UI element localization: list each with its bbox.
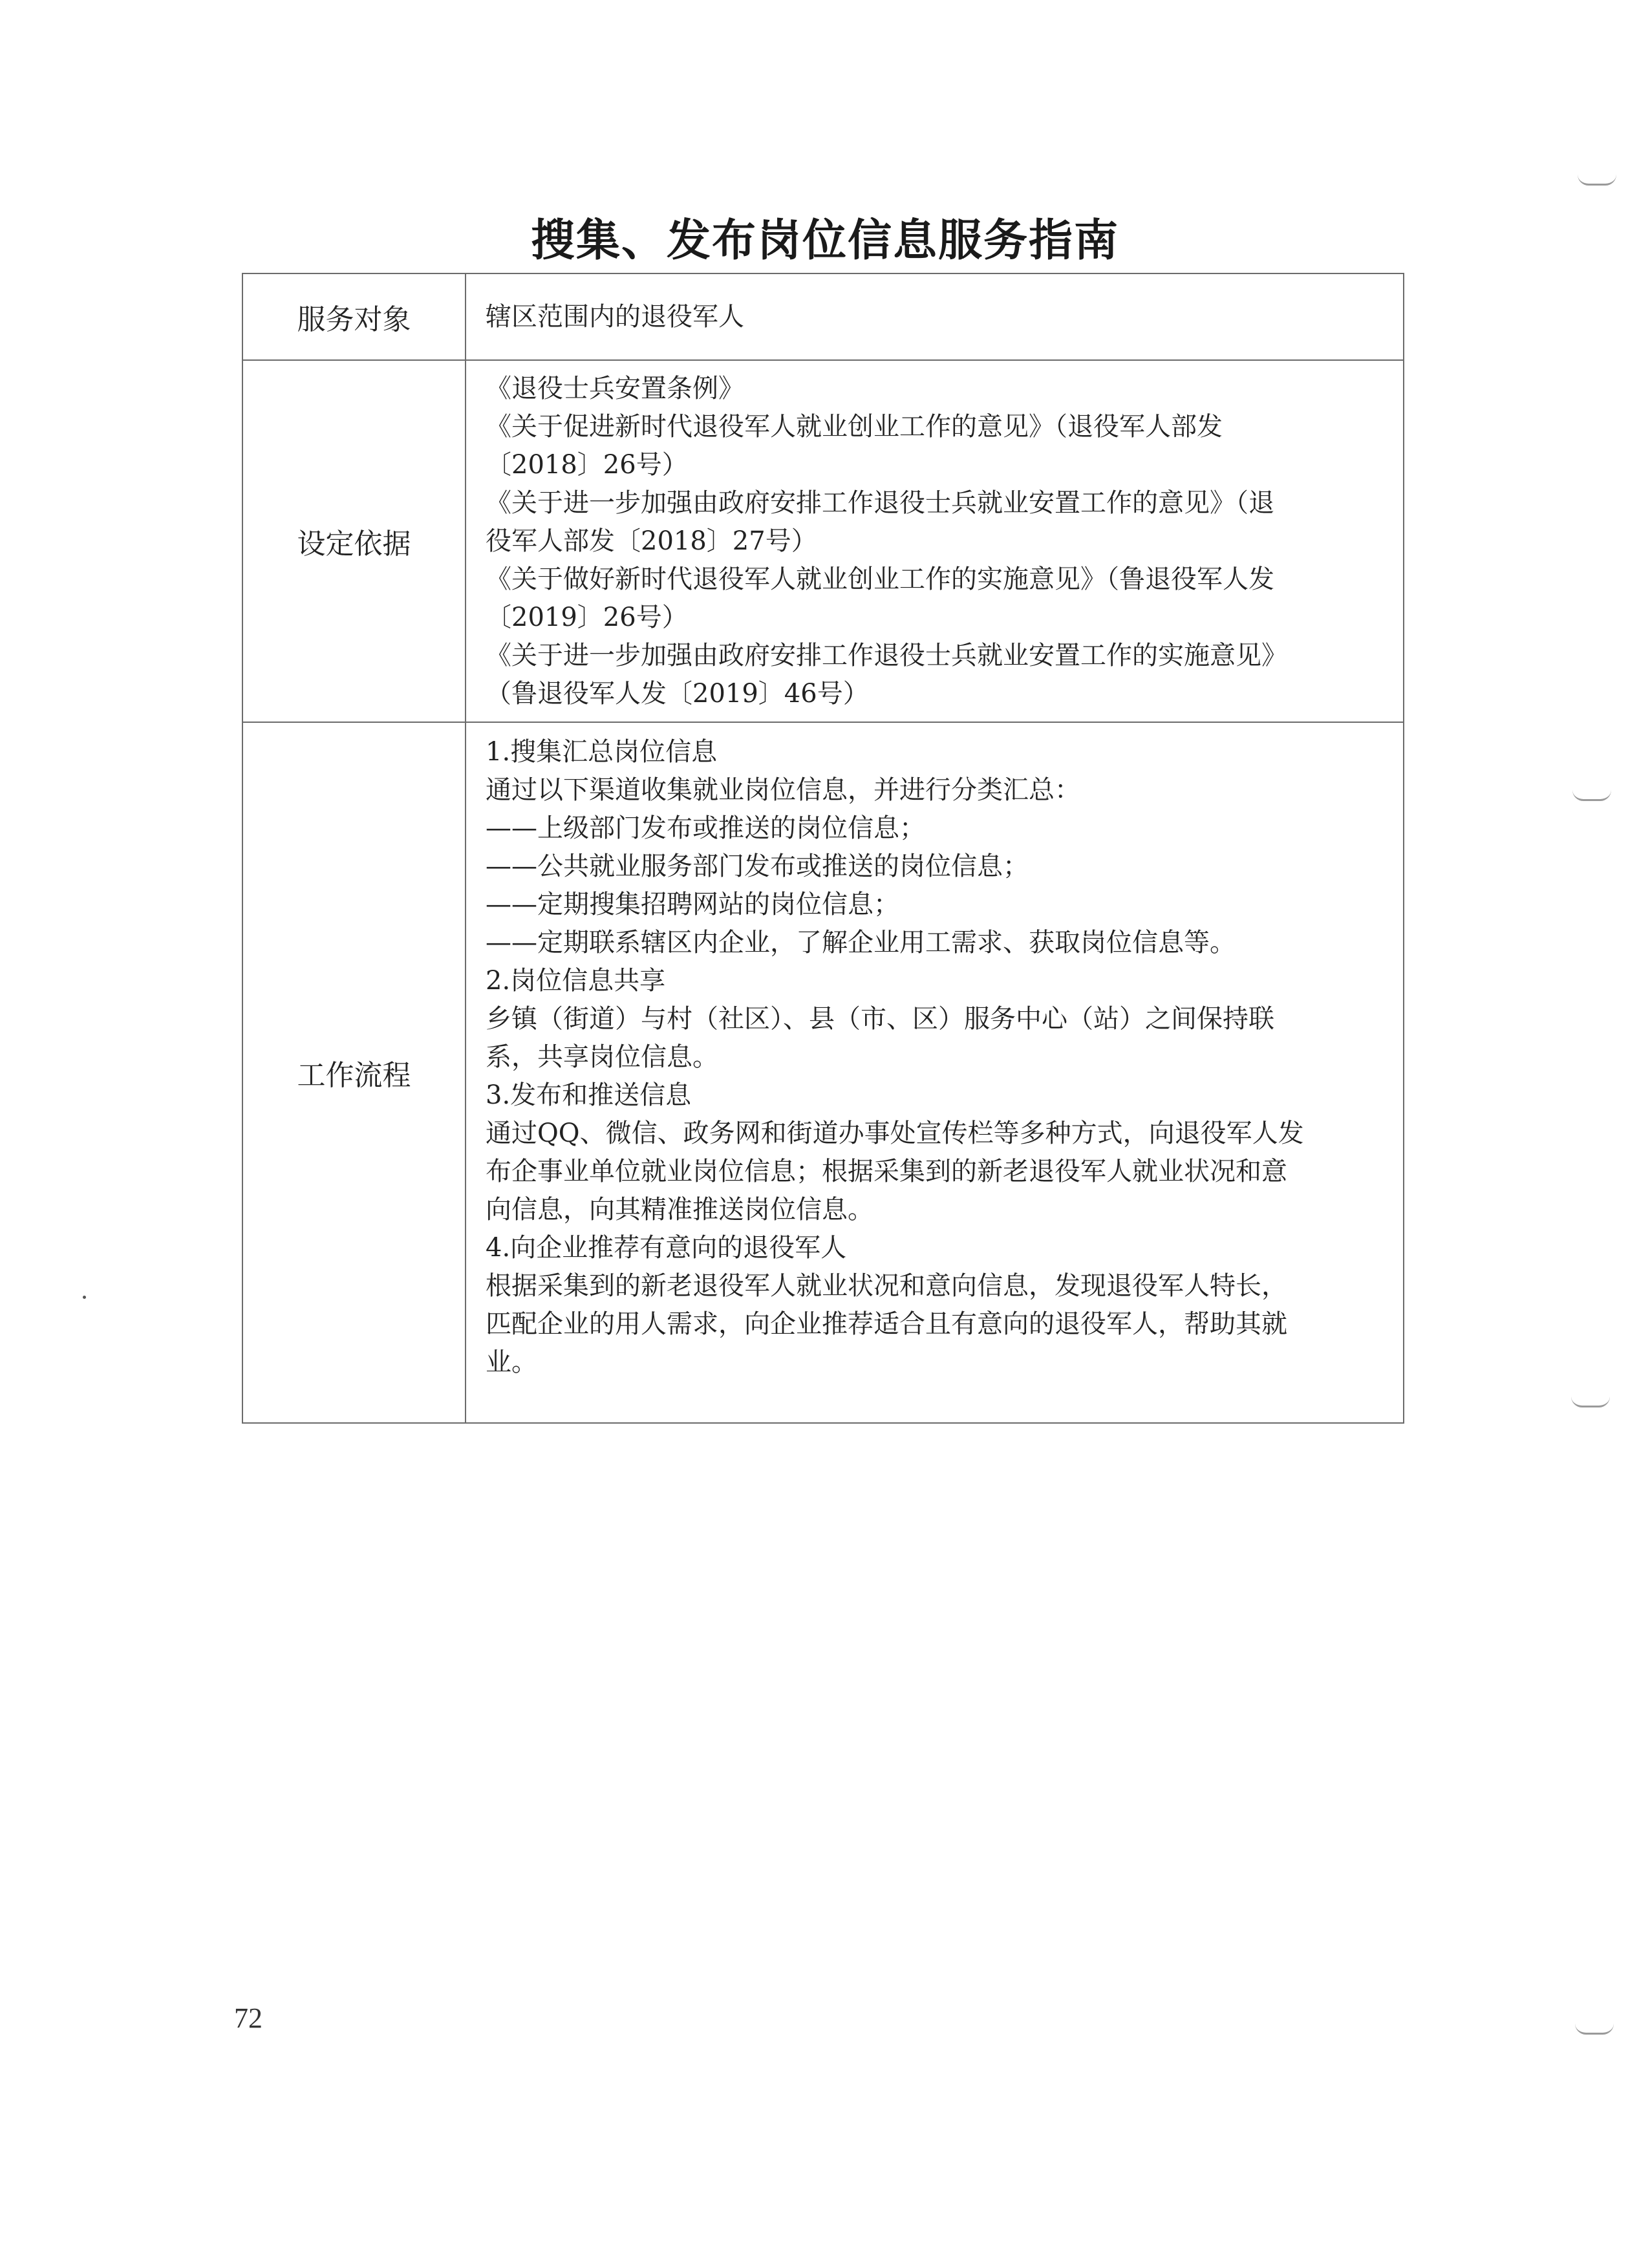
content-line: ——定期搜集招聘网站的岗位信息； [486,890,899,919]
content-line: 3.发布和推送信息 [486,1080,692,1110]
content-line: 《关于促进新时代退役军人就业创业工作的意见》（退役军人部发 [486,411,1223,442]
scan-mark [1575,2024,1614,2035]
row-label: 服务对象 [242,273,466,360]
content-line: 《关于做好新时代退役军人就业创业工作的实施意见》（鲁退役军人发 [486,564,1274,594]
content-line: 辖区范围内的退役军人 [486,301,744,332]
content-line: 乡镇（街道）与村（社区）、县（市、区）服务中心（站）之间保持联 [486,1004,1274,1034]
content-line: 〔2018〕26号） [486,449,688,480]
content-line: 通过QQ、微信、政务网和街道办事处宣传栏等多种方式，向退役军人发 [486,1118,1304,1148]
scan-mark [1571,1396,1610,1407]
content-line: 《关于进一步加强由政府安排工作退役士兵就业安置工作的意见》（退 [486,487,1274,518]
content-line: 系，共享岗位信息。 [486,1042,718,1072]
table-row-service-target [242,273,1404,360]
page-number: 72 [234,2002,262,2034]
content-line: 通过以下渠道收集就业岗位信息，并进行分类汇总： [486,775,1080,805]
content-line: 根据采集到的新老退役军人就业状况和意向信息，发现退役军人特长， [486,1271,1287,1301]
content-line: 《关于进一步加强由政府安排工作退役士兵就业安置工作的实施意见》 [486,640,1287,670]
content-line: 役军人部发〔2018〕27号） [486,526,817,556]
page-title: 搜集、发布岗位信息服务指南 [530,215,1119,266]
content-line: ——上级部门发布或推送的岗位信息； [486,813,925,843]
content-line: ——公共就业服务部门发布或推送的岗位信息； [486,851,1029,881]
service-guide-table [242,273,1404,1424]
scan-speck [83,1296,86,1299]
content-line: 向信息，向其精准推送岗位信息。 [486,1195,873,1225]
scan-mark [1572,790,1611,801]
content-line: 2.岗位信息共享 [486,966,666,996]
content-line: 匹配企业的用人需求，向企业推荐适合且有意向的退役军人，帮助其就 [486,1309,1287,1339]
scan-mark [1578,175,1616,186]
content-line: ——定期联系辖区内企业，了解企业用工需求、获取岗位信息等。 [486,928,1236,957]
row-label: 设定依据 [242,360,466,722]
table-row-workflow [242,722,1404,1423]
row-content [466,360,1404,722]
table-row-legal-basis [242,360,1404,722]
content-line: 1.搜集汇总岗位信息 [486,737,718,767]
row-content [466,722,1404,1423]
content-line: （鲁退役军人发〔2019〕46号） [486,678,869,709]
content-line: 布企事业单位就业岗位信息；根据采集到的新老退役军人就业状况和意 [486,1157,1287,1186]
content-line: 4.向企业推荐有意向的退役军人 [486,1233,847,1263]
row-label: 工作流程 [242,722,466,1423]
content-line: 〔2019〕26号） [486,602,688,632]
content-line: 业。 [486,1347,537,1377]
content-line: 《退役士兵安置条例》 [486,373,744,403]
row-content [466,273,1404,360]
